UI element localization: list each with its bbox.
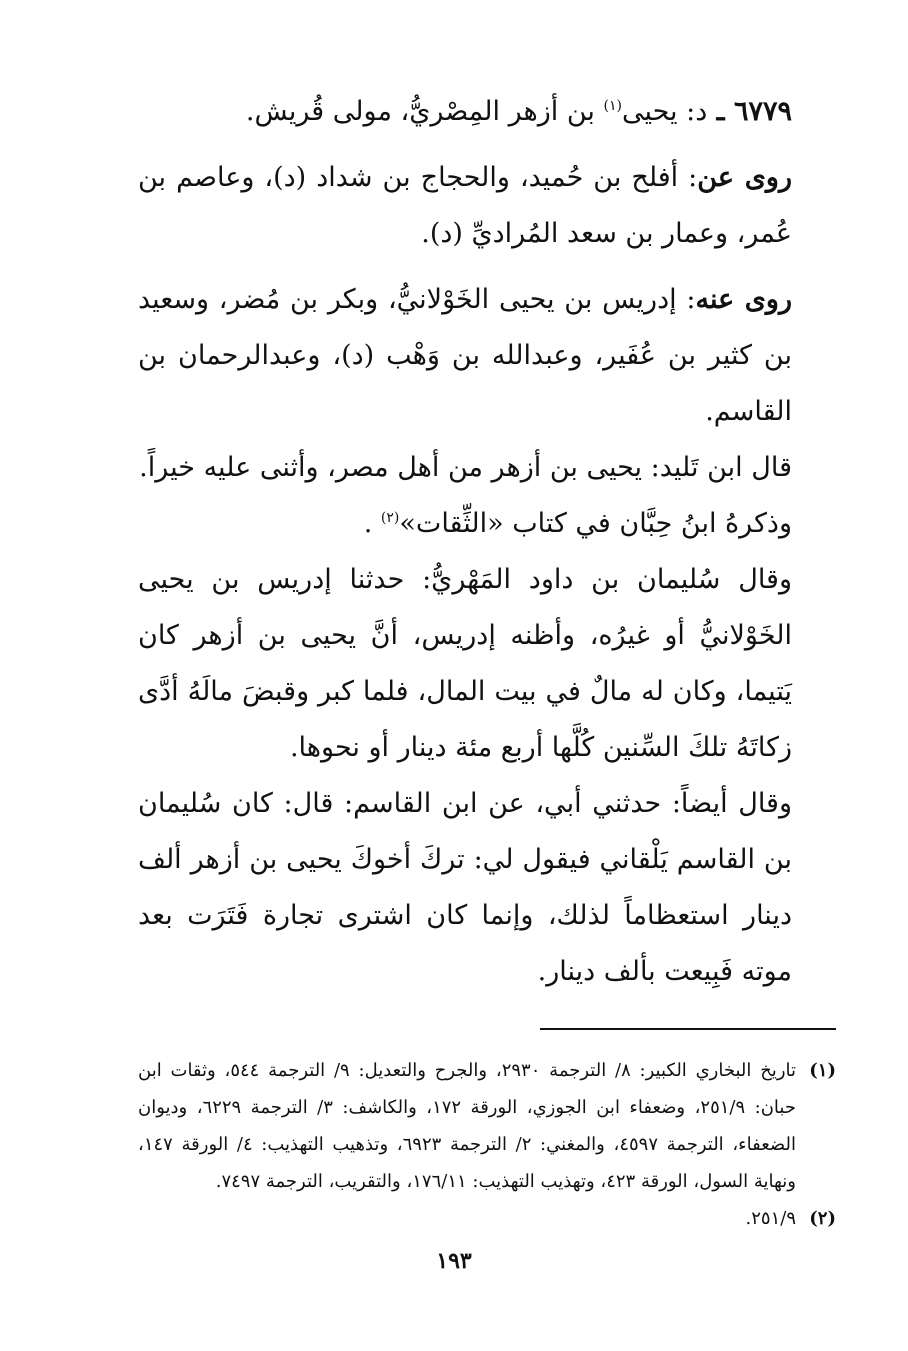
footnote-ref-1: (١) xyxy=(603,98,622,114)
narrated-from-paragraph xyxy=(138,150,836,262)
sulayman-paragraph: وقال سُليمان بن داود المَهْريُّ: حدثنا إدريس بن يحيى الخَوْلانيُّ أو غيرُه، وأظنه إدريس، أنَّ يحيى بن أزهر كان يَتيما، وكان له مالٌ في بيت المال، فلما كبر وقبضَ مالَهُ أدَّى زكاتَهُ تلكَ السِّنين كُلَّها أربع مئة دينار أو نحوها. xyxy=(138,564,792,763)
footnote-separator xyxy=(540,1028,836,1030)
footnote-1 xyxy=(138,1052,836,1200)
aydan-paragraph: وقال أيضاً: حدثني أبي، عن ابن القاسم: قال: كان سُليمان بن القاسم يَلْقاني فيقول لي: تركَ أخوكَ يحيى بن أزهر ألف دينار استعظاماً لذلك، وإنما كان اشترى تجارة فَتَرَت بعد موته فَبِيعت بألف دينار. xyxy=(138,788,792,987)
ibn-hibban-paragraph xyxy=(138,496,836,552)
narrated-by-text: : إدريس بن يحيى الخَوْلانيُّ، وبكر بن مُضر، وسعيد بن كثير بن عُفَير، وعبدالله بن وَهْب (د)، وعبدالرحمان بن القاسم. xyxy=(138,284,792,427)
footnote-text: ٢٥١/٩. xyxy=(745,1208,796,1229)
narrated-by-label: روى عنه xyxy=(695,284,793,315)
narrated-by-paragraph xyxy=(138,272,836,440)
footnote-number: (١) xyxy=(809,1060,836,1081)
narrated-from-text: : أفلح بن حُميد، والحجاج بن شداد (د)، وعاصم بن عُمر، وعمار بن سعد المُراديِّ (د). xyxy=(138,162,792,249)
entry-heading xyxy=(138,84,836,140)
narrated-from-label: روى عن xyxy=(697,162,792,193)
footnote-number: (٢) xyxy=(809,1208,836,1229)
entry-symbol: د: xyxy=(677,96,708,127)
entry-name: يحيى xyxy=(621,96,678,127)
ibn-talid-paragraph: قال ابن تَليد: يحيى بن أزهر من أهل مصر، وأثنى عليه خيراً. xyxy=(139,452,792,483)
page-number: ١٩٣ xyxy=(436,1248,472,1274)
footnotes xyxy=(138,1052,836,1237)
footnote-ref-2: (٢) xyxy=(380,510,400,526)
ibn-hibban-end: . xyxy=(363,508,381,539)
entry-separator: ـ xyxy=(707,96,734,127)
footnote-text: تاريخ البخاري الكبير: ٨/ الترجمة ٢٩٣٠، والجرح والتعديل: ٩/ الترجمة ٥٤٤، وثقات ابن حبان: ٢٥١/٩، وضعفاء ابن الجوزي، الورقة ١٧٢، والكاشف: ٣/ الترجمة ٦٢٢٩، وديوان الضعفاء، الترجمة ٤٥٩٧، والمغني: ٢/ الترجمة ٦٩٢٣، وتذهيب التهذيب: ٤/ الورقة ١٤٧، ونهاية السول، الورقة ٤٢٣، وتهذيب التهذيب: ١٧٦/١١، والتقريب، الترجمة ٧٤٩٧. xyxy=(138,1060,797,1192)
ibn-hibban-text: وذكرهُ ابنُ حِبَّان في كتاب «الثِّقات» xyxy=(399,508,792,539)
footnote-2 xyxy=(138,1200,836,1237)
entry-number: ٦٧٧٩ xyxy=(733,96,792,127)
main-text xyxy=(138,84,836,1000)
entry-rest: بن أزهر المِصْريُّ، مولى قُريش. xyxy=(245,96,604,127)
